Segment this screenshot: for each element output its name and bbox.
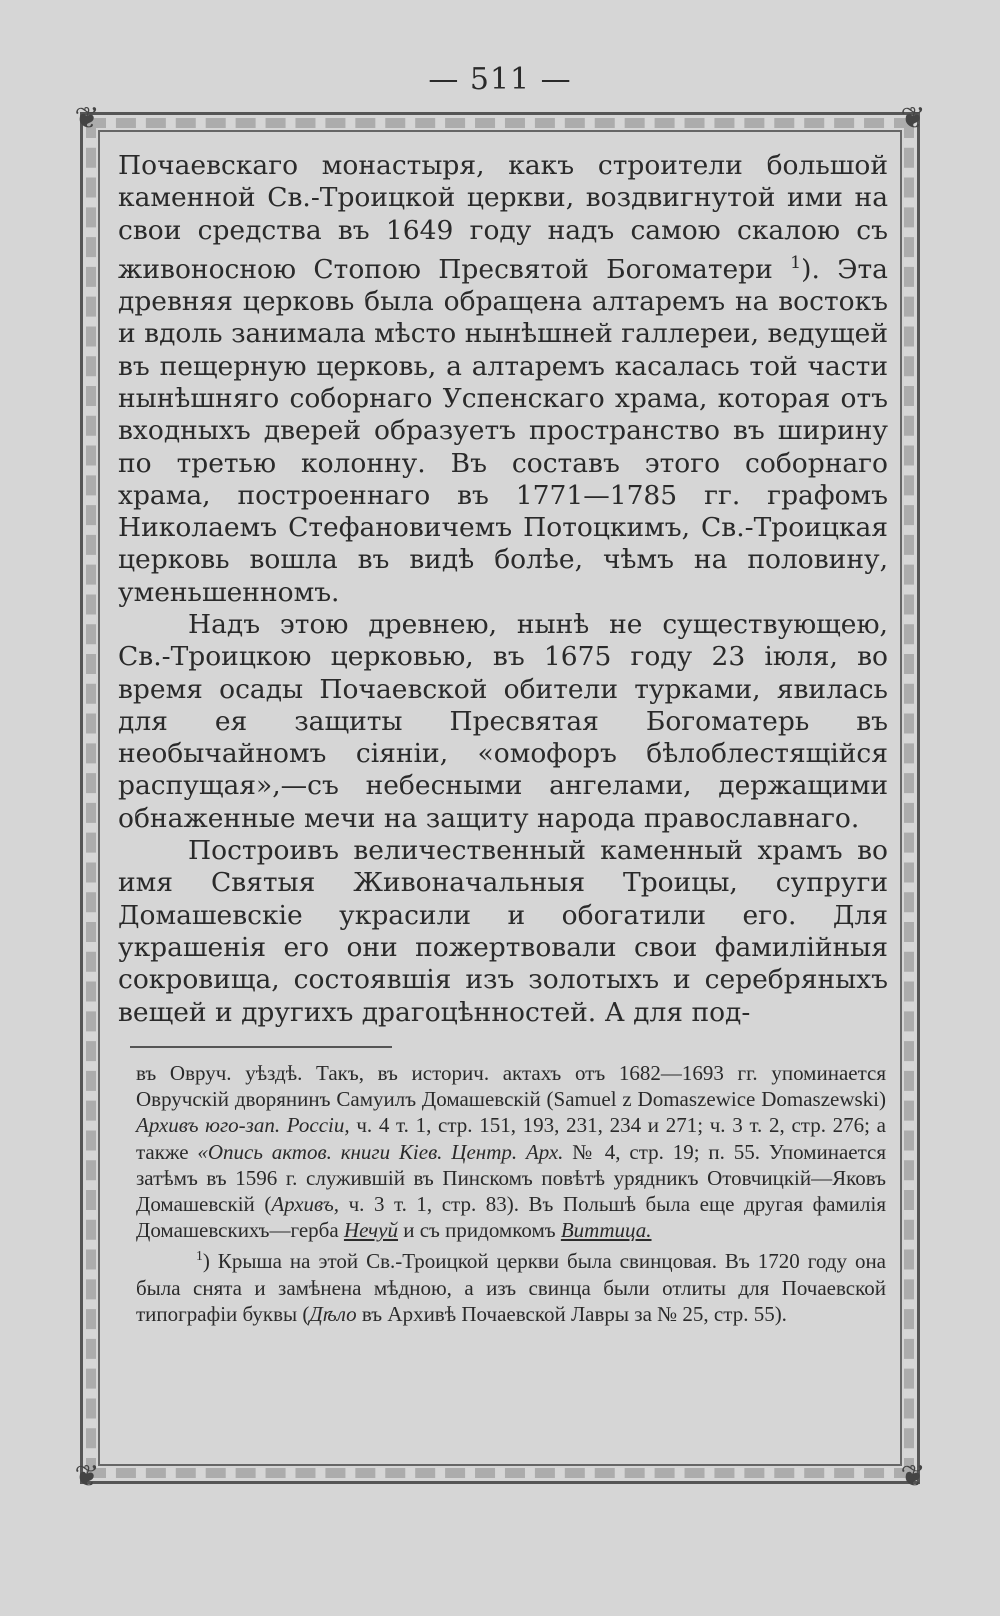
- footnote-continued: въ Овруч. уѣздѣ. Такъ, въ историч. актахъ отъ 1682—1693 гг. упоминается Овручскій дворянинъ Самуилъ Домашевскій (Samuel z Domaszewice Domaszewski) Архивъ юго-зап. Россіи, ч. 4 т. 1, стр. 151, 193, 231, 234 и 271; ч. 3 т. 2, стр. 276; а также «Опись актов. книги Кіев. Центр. Арх. № 4, стр. 19; п. 55. Упоминается затѣмъ въ 1596 г. служившій въ Пинскомъ повѣтѣ урядникъ Отовчицкій—Яковъ Домашевскій (Архивъ, ч. 3 т. 1, стр. 83). Въ Польшѣ была еще другая фамилія Домашевскихъ—герба Нечуй и съ придомкомъ Виттица.: [136, 1061, 887, 1243]
- paragraph-1: Почаевскаго монастыря, какъ строители большой каменной Св.-Троицкой церкви, воздвигнутой ими на свои средства въ 1649 году надъ самою скалою съ живоносною Стопою Пресвятой Богоматери $^1$). Эта древняя церковь была обращена алтаремъ на востокъ и вдоль занимала мѣсто нынѣшней галлереи, ведущей въ пещерную церковь, а алтаремъ касалась той части нынѣшняго соборнаго Успенскаго храма, которая отъ входныхъ дверей образуетъ пространство въ ширину по третью колонну. Въ составъ этого соборнаго храма, построеннаго въ 1771—1785 гг. графомъ Николаемъ Стефановичемъ Потоцкимъ, Св.-Троицкая церковь вошла въ видѣ болѣе, чѣмъ на половину, уменьшенномъ.: [118, 150, 888, 608]
- corner-ornament-icon: ❦: [74, 1459, 100, 1494]
- footnote-separator: [130, 1046, 392, 1048]
- corner-ornament-icon: ❦: [900, 101, 926, 136]
- paragraph-2: Надъ этою древнею, нынѣ не существующею, Св.-Троицкою церковью, въ 1675 году 23 іюля, во время осады Почаевской обители турками, явилась для ея защиты Пресвятая Богоматерь въ необычайномъ сіяніи, «омофоръ бѣлоблестящійся распущая»,—съ небесными ангелами, держащими обнаженные мечи на защиту народа православнаго.: [118, 608, 888, 834]
- footnote-1: $^1$) Крыша на этой Св.-Троицкой церкви была свинцовая. Въ 1720 году она была снята и замѣнена мѣдною, а изъ свинца были отлиты для Почаевской типографіи буквы (Дѣло въ Архивѣ Почаевской Лавры за № 25, стр. 55).: [136, 1248, 886, 1326]
- main-text: [118, 150, 888, 1029]
- footnote-ref: 1: [790, 252, 802, 273]
- paragraph-3: Построивъ величественный каменный храмъ во имя Святыя Живоначальныя Троицы, супруги Домашевскіе украсили и обогатили его. Для украшенія его они пожертвовали свои фамилійныя сокровища, состоявшія изъ золотыхъ и серебряныхъ вещей и другихъ драгоцѣнностей. А для под-: [118, 835, 888, 1028]
- corner-ornament-icon: ❦: [900, 1459, 926, 1494]
- page-number: — 511 —: [428, 62, 572, 97]
- footnotes: [136, 1060, 886, 1327]
- corner-ornament-icon: ❦: [74, 101, 100, 136]
